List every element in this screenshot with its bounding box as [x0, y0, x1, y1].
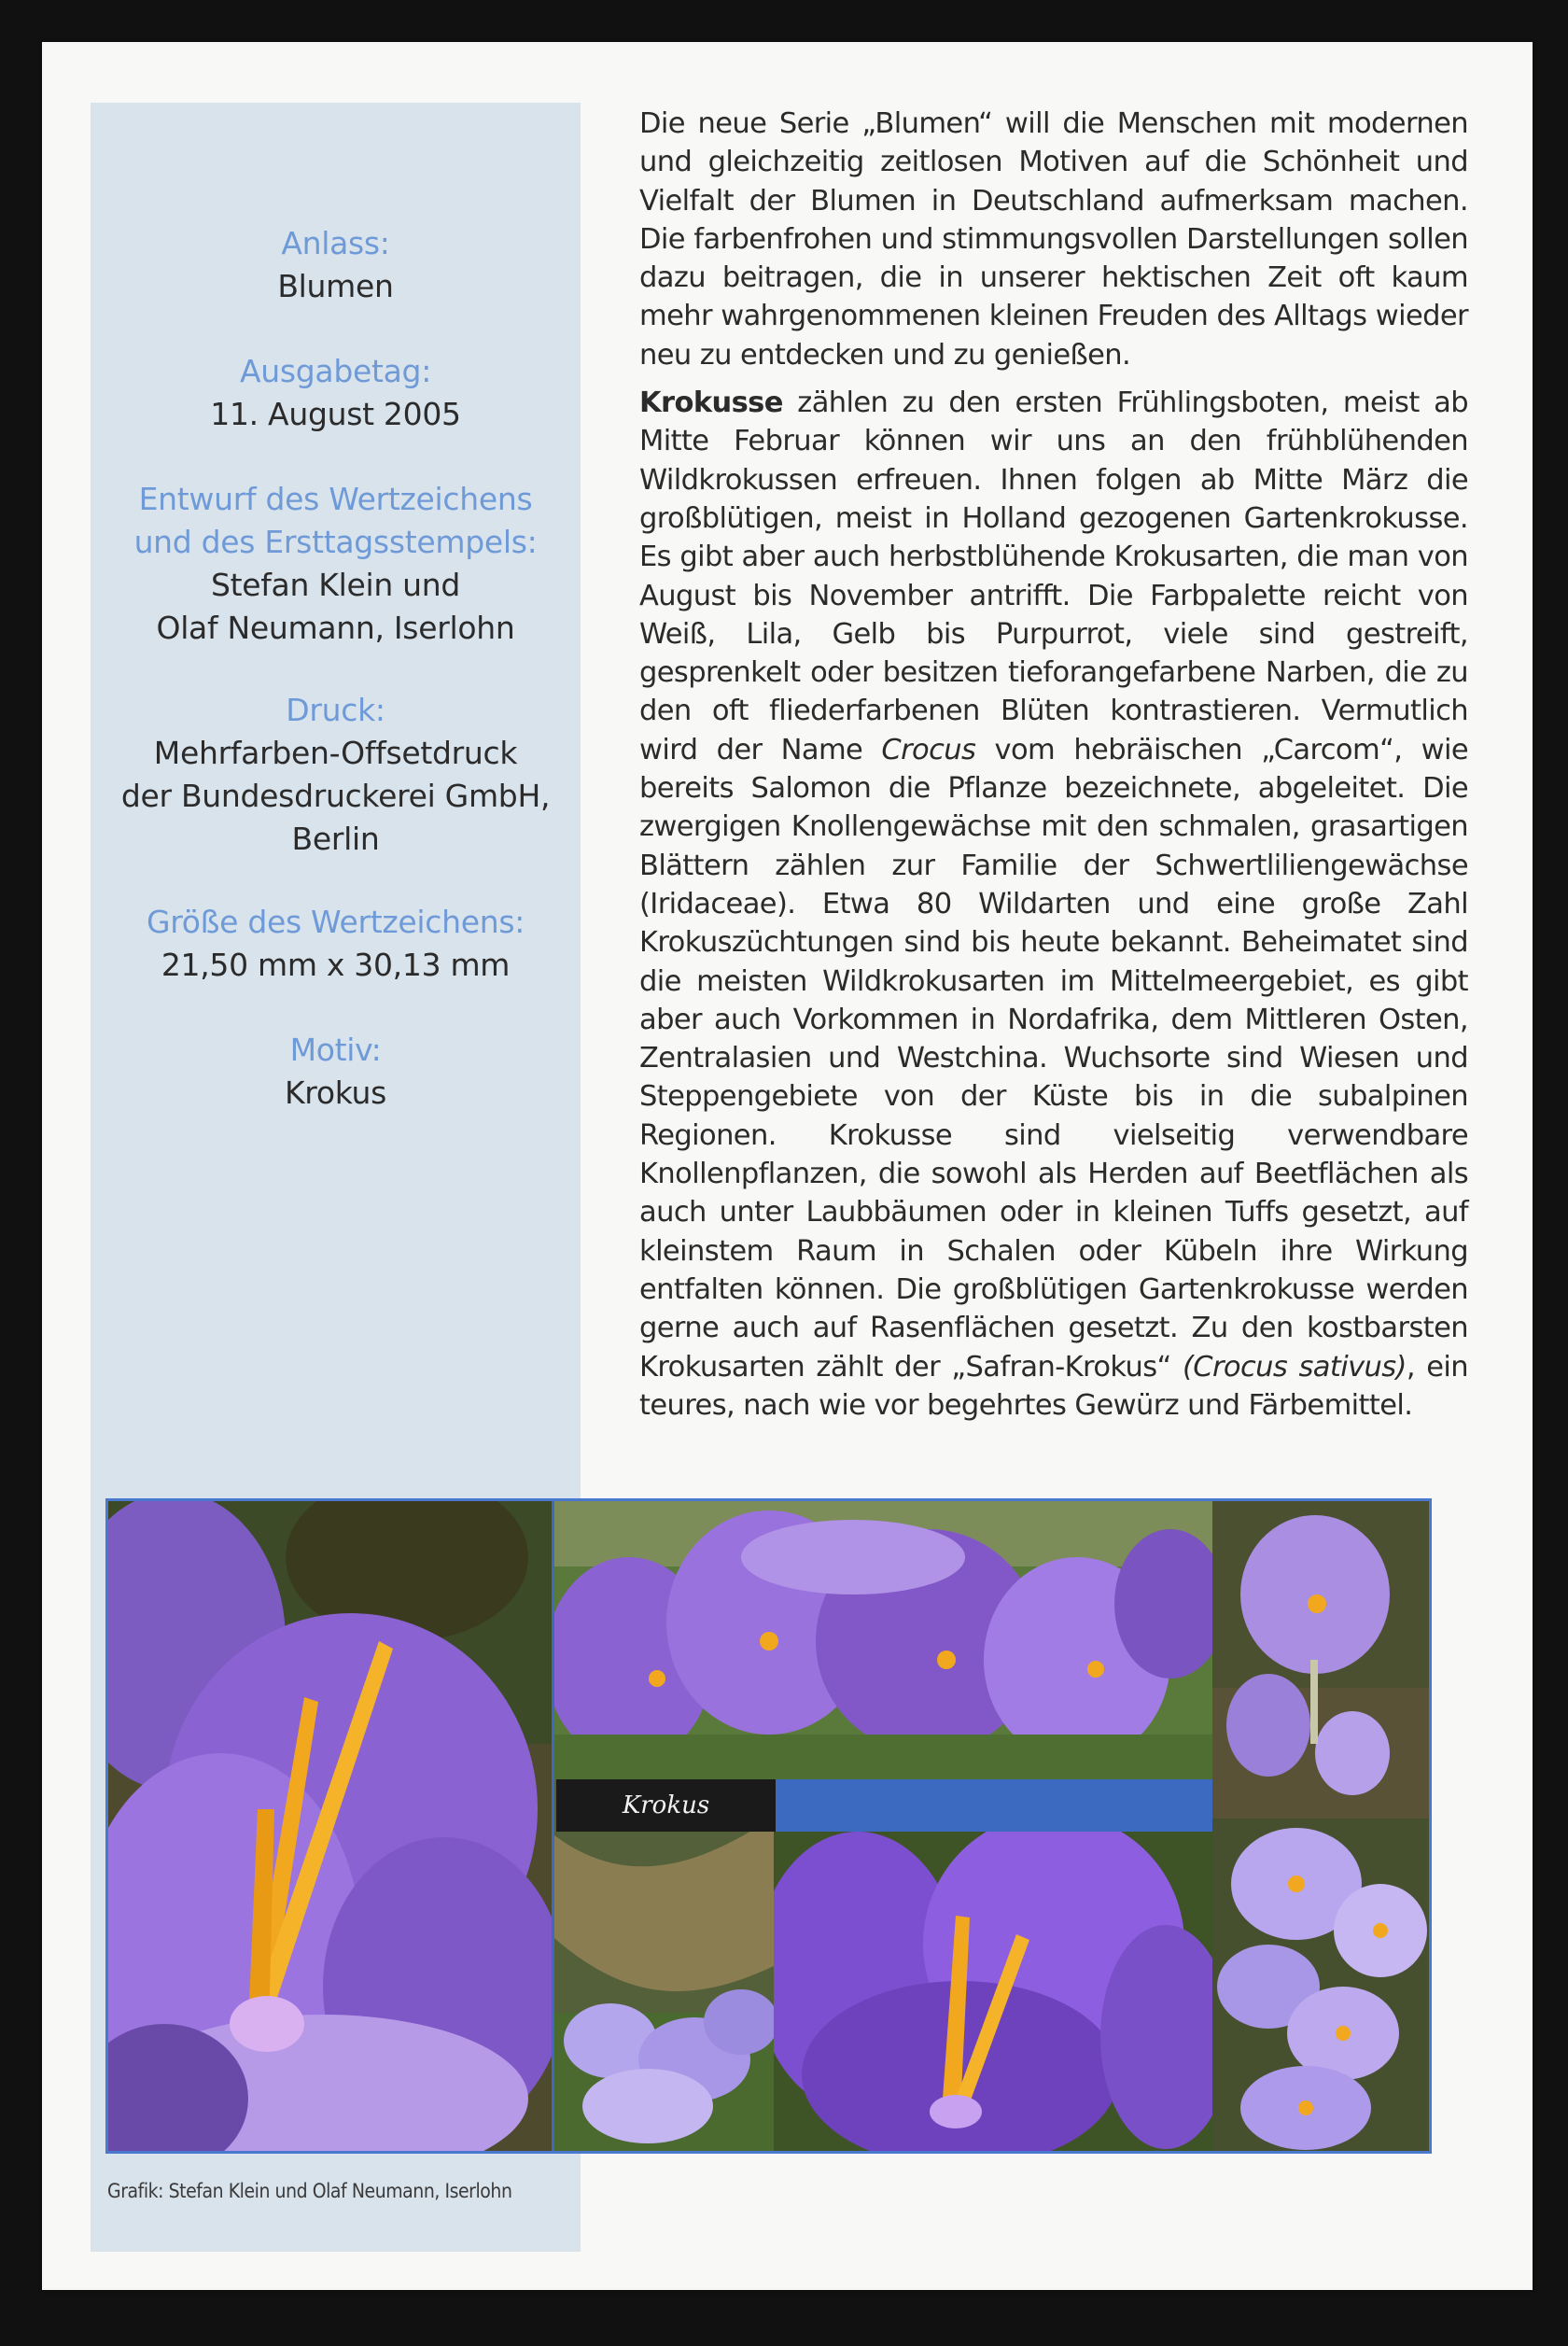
- motif-label: Motiv:: [289, 1032, 382, 1068]
- graphic-credit: Grafik: Stefan Klein und Olaf Neumann, Iserlohn: [107, 2180, 512, 2202]
- krokus-paragraph: [639, 384, 1468, 1425]
- crocus-italic: Crocus: [881, 733, 976, 766]
- design-label-line1: Entwurf des Wertzeichens: [138, 481, 533, 517]
- issue-date-value: 11. August 2005: [210, 396, 461, 432]
- article-body: [639, 105, 1468, 1434]
- size-block: [91, 901, 581, 987]
- print-block: [91, 689, 581, 861]
- print-value-line1: Mehrfarben-Offsetdruck: [153, 735, 518, 771]
- occasion-label: Anlass:: [281, 225, 390, 261]
- print-value-line3: Berlin: [291, 821, 380, 857]
- occasion-block: [91, 222, 581, 308]
- crocus-closeup-photo: [108, 1501, 552, 2151]
- design-value-line2: Olaf Neumann, Iserlohn: [156, 610, 515, 646]
- gallery-label: Krokus: [556, 1779, 776, 1832]
- krokus-text-part1: zählen zu den ersten Frühlingsboten, meist ab Mitte Februar können wir uns an den frühblühenden Wildkrokussen erfreuen. Ihnen folgen ab Mitte März die großblütigen, meist in Holland gezogenen Gartenkrokusse. Es gibt aber auch herbstblühende Krokusarten, die man von August bis November antrifft. Die Farbpalette reicht von Weiß, Lila, Gelb bis Purpurrot, viele sind gestreift, gesprenkelt oder besitzen tieforangefarbene Narben, die zu den oft fliederfarbenen Blüten kontrastieren. Vermutlich wird der Name: [639, 386, 1468, 766]
- krokus-text-part2: vom hebräischen „Carcom“, wie bereits Salomon die Pflanze bezeichnete, abgeleitet. Die zwergigen Knollengewächse mit den schmalen, grasartigen Blättern zählen zur Familie der Schwertliliengewächse (Iridaceae). Etwa 80 Wildarten und eine große Zahl Krokuszüchtungen sind bis heute bekannt. Beheimatet sind die meisten Wildkrokusarten im Mittelmeergebiet, es gibt aber auch Vorkommen in Nordafrika, dem Mittleren Osten, Zentralasien und Westchina. Wuchsorte sind Wiesen und Steppengebiete von der Küste bis in die subalpinen Regionen. Krokusse sind vielseitig verwendbare Knollenpflanzen, die sowohl als Herden auf Beetflächen als auch unter Laubbäumen oder in kleinen Tuffs gesetzt, auf kleinstem Raum in Schalen oder Kübeln ihre Wirkung entfalten können. Die großblütigen Gartenkrokusse werden gerne auch auf Rasenflächen gesetzt. Zu den kostbarsten Krokusarten zählt der „Safran-Krokus“: [639, 733, 1468, 1384]
- crocus-photo-gallery: [105, 1498, 1432, 2154]
- issue-date-label: Ausgabetag:: [239, 353, 432, 389]
- issue-date-block: [91, 350, 581, 436]
- crocus-field-photo: [554, 1501, 1212, 1779]
- design-block: [91, 478, 581, 650]
- krokus-heading-word: Krokusse: [639, 386, 783, 420]
- crocus-single-photo: [1212, 1501, 1429, 1819]
- size-value: 21,50 mm x 30,13 mm: [161, 947, 511, 983]
- size-label: Größe des Wertzeichens:: [146, 904, 525, 940]
- print-label: Druck:: [286, 692, 385, 728]
- krokus-text-part3: , ein teures, nach wie vor begehrtes Gewürz und Färbemittel.: [639, 1350, 1468, 1422]
- design-label-line2: und des Ersttagsstempels:: [133, 524, 538, 560]
- intro-paragraph: Die neue Serie „Blumen“ will die Menschen mit modernen und gleichzeitig zeitlosen Motiven auf die Schönheit und Vielfalt der Blumen in Deutschland aufmerksam machen. Die farbenfrohen und stimmungsvollen Darstellungen sollen dazu beitragen, die in unserer hektischen Zeit oft kaum mehr wahrgenommenen kleinen Freuden des Alltags wieder neu zu entdecken und zu genießen.: [639, 107, 1468, 372]
- crocus-pale-photo: [1212, 1819, 1429, 2151]
- crocus-tree-photo: [554, 1779, 774, 2151]
- document-page: [42, 42, 1533, 2290]
- occasion-value: Blumen: [277, 268, 394, 304]
- print-value-line2: der Bundesdruckerei GmbH,: [120, 778, 551, 814]
- motif-block: [91, 1029, 581, 1115]
- motif-value: Krokus: [284, 1075, 387, 1111]
- crocus-pair-photo: [774, 1832, 1212, 2151]
- crocus-sativus-italic: (Crocus sativus): [1183, 1350, 1407, 1384]
- design-value-line1: Stefan Klein und: [210, 567, 461, 603]
